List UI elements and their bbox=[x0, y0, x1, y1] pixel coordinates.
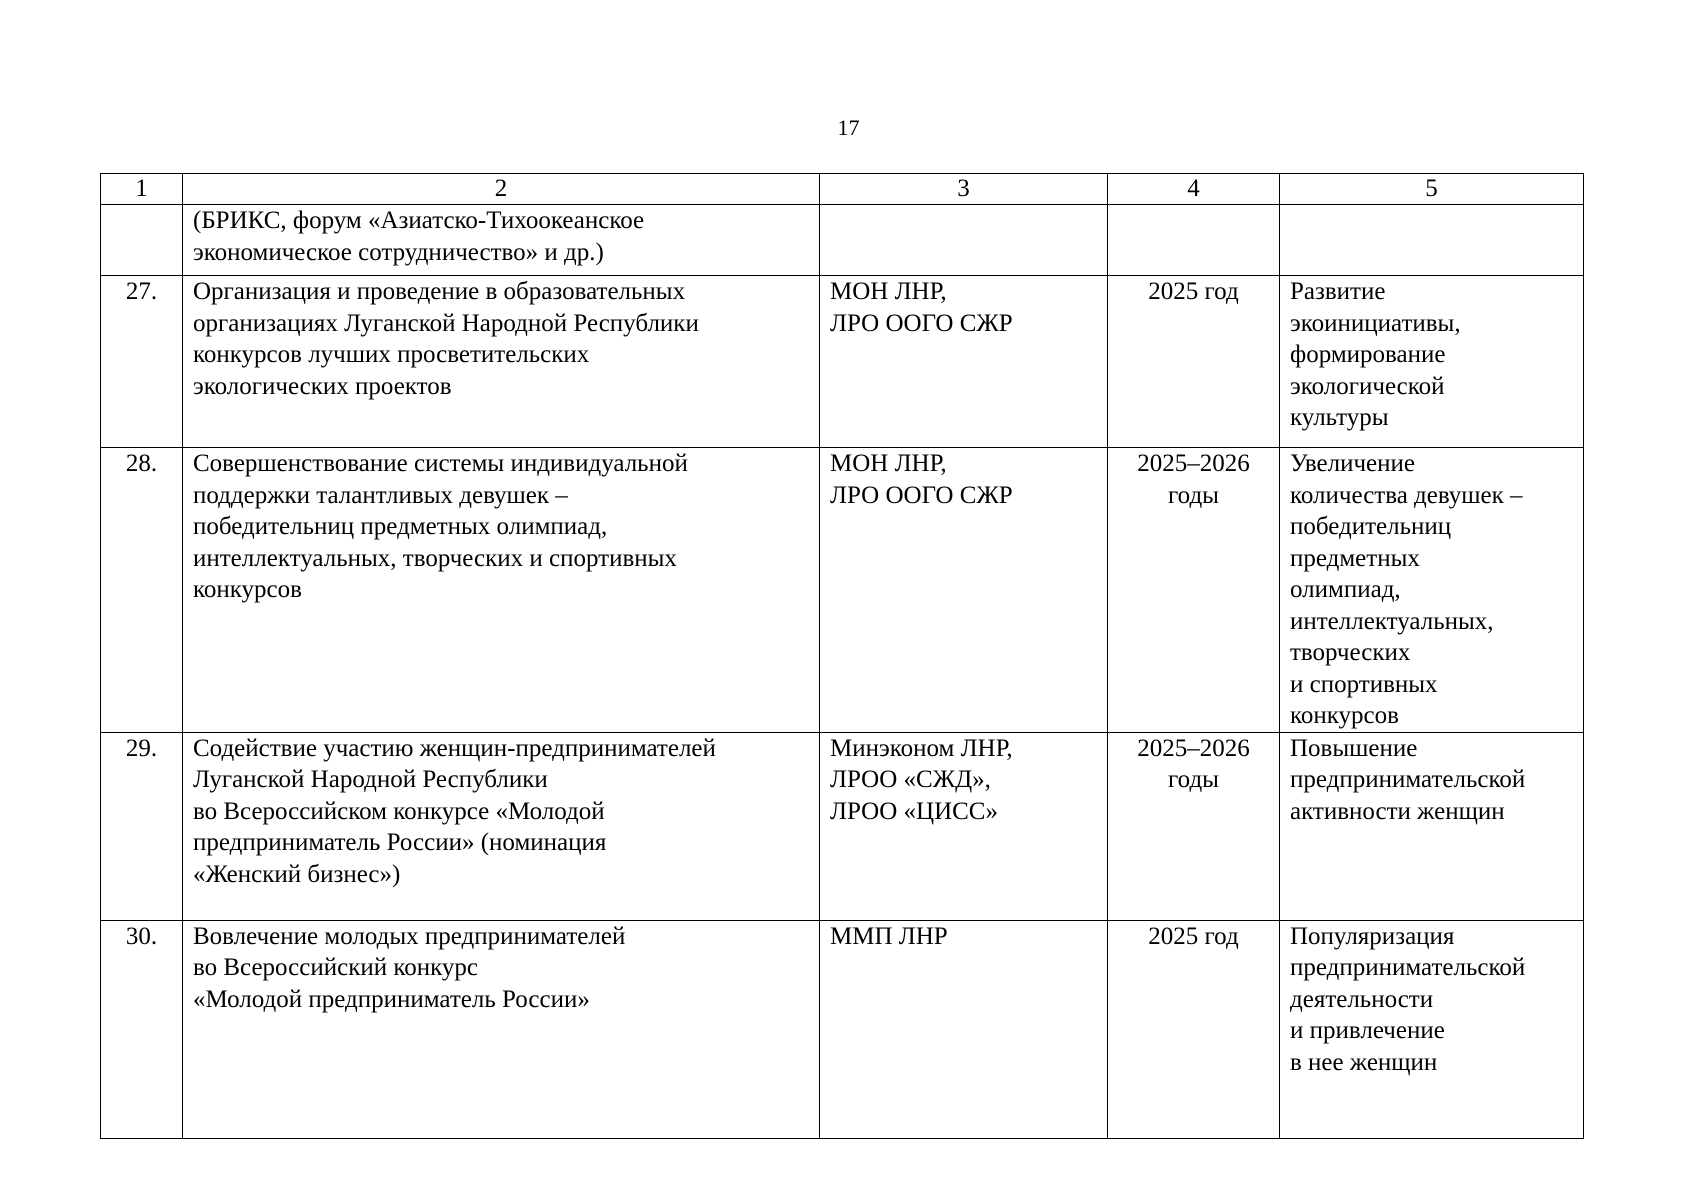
cell-term: 2025–2026 годы bbox=[1108, 448, 1280, 733]
column-header-term: 4 bbox=[1108, 174, 1280, 205]
table-row-continuation bbox=[101, 205, 1584, 276]
table-row bbox=[101, 448, 1584, 733]
cell-event: Организация и проведение в образовательных организациях Луганской Народной Республики конкурсов лучших просветительских экологических проектов bbox=[183, 276, 820, 448]
cell-event: Совершенствование системы индивидуальной поддержки талантливых девушек – победительниц предметных олимпиад, интеллектуальных, творческих и спортивных конкурсов bbox=[183, 448, 820, 733]
cell-executors: МОН ЛНР, ЛРО ООГО СЖР bbox=[820, 448, 1108, 733]
table-row bbox=[101, 920, 1584, 1138]
table-row bbox=[101, 732, 1584, 920]
cell-result bbox=[1280, 205, 1584, 276]
column-header-result: 5 bbox=[1280, 174, 1584, 205]
page-number: 17 bbox=[837, 115, 860, 140]
cell-executors: Минэконом ЛНР, ЛРОО «СЖД», ЛРОО «ЦИСС» bbox=[820, 732, 1108, 920]
cell-result: Популяризация предпринимательской деятельности и привлечение в нее женщин bbox=[1280, 920, 1584, 1138]
column-header-event: 2 bbox=[183, 174, 820, 205]
cell-term: 2025 год bbox=[1108, 276, 1280, 448]
cell-result: Развитие экоинициативы, формирование экологической культуры bbox=[1280, 276, 1584, 448]
column-header-number: 1 bbox=[101, 174, 183, 205]
cell-number bbox=[101, 205, 183, 276]
cell-term: 2025–2026 годы bbox=[1108, 732, 1280, 920]
cell-number: 30. bbox=[101, 920, 183, 1138]
cell-executors bbox=[820, 205, 1108, 276]
cell-result: Увеличение количества девушек – победительниц предметных олимпиад, интеллектуальных, творческих и спортивных конкурсов bbox=[1280, 448, 1584, 733]
table-row bbox=[101, 276, 1584, 448]
cell-number: 28. bbox=[101, 448, 183, 733]
cell-term: 2025 год bbox=[1108, 920, 1280, 1138]
table-header-row bbox=[101, 174, 1584, 205]
cell-executors: МОН ЛНР, ЛРО ООГО СЖР bbox=[820, 276, 1108, 448]
cell-event: Вовлечение молодых предпринимателей во Всероссийский конкурс «Молодой предприниматель России» bbox=[183, 920, 820, 1138]
cell-event: (БРИКС, форум «Азиатско-Тихоокеанское экономическое сотрудничество» и др.) bbox=[183, 205, 820, 276]
cell-result: Повышение предпринимательской активности женщин bbox=[1280, 732, 1584, 920]
cell-number: 27. bbox=[101, 276, 183, 448]
column-header-executors: 3 bbox=[820, 174, 1108, 205]
cell-executors: ММП ЛНР bbox=[820, 920, 1108, 1138]
cell-term bbox=[1108, 205, 1280, 276]
cell-number: 29. bbox=[101, 732, 183, 920]
measures-table bbox=[100, 173, 1584, 1139]
cell-event: Содействие участию женщин-предпринимателей Луганской Народной Республики во Всероссийском конкурсе «Молодой предприниматель России» (номинация «Женский бизнес») bbox=[183, 732, 820, 920]
